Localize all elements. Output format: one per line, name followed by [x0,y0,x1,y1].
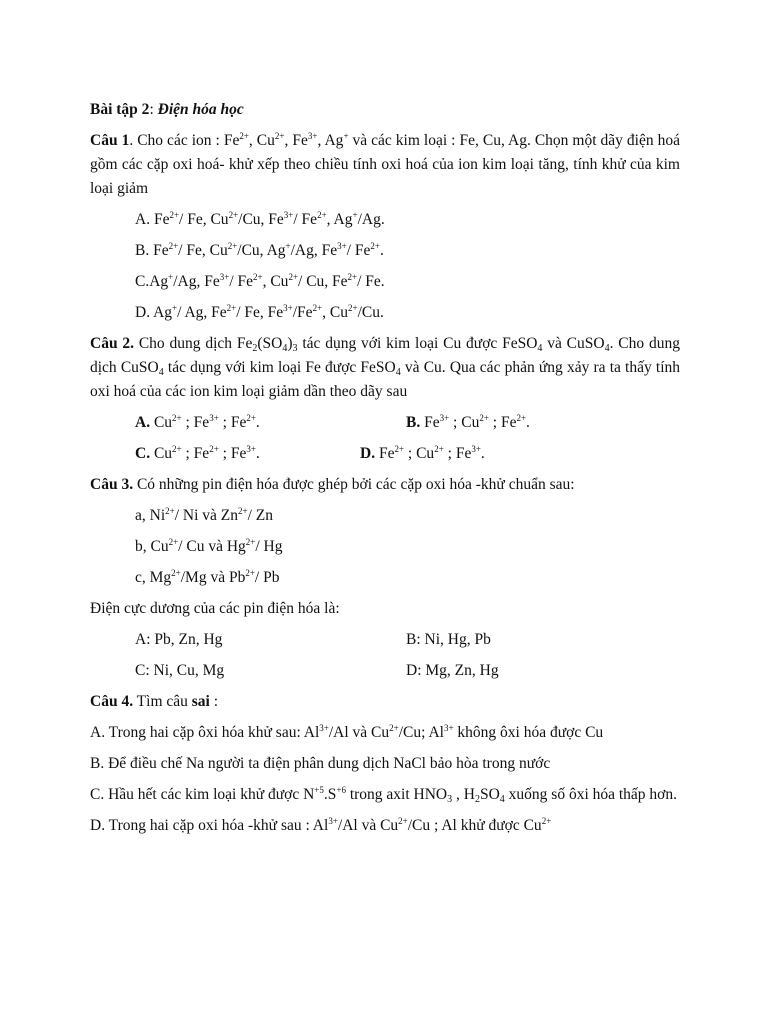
text-segment: 2+ [398,816,408,826]
text-segment: 2+ [172,413,182,423]
question-4-label: Câu 4. [90,693,134,710]
question-1-option-b [90,239,680,262]
text-segment: 2+ [238,506,248,516]
text-segment: 4 [604,343,610,354]
text-segment: 3+ [246,444,256,454]
text-segment: / Fe [293,211,318,228]
text-segment: 2+ [246,413,256,423]
text-segment: 3 [292,343,298,354]
text-segment: 2+ [541,816,552,826]
text-segment: Fe [420,414,440,431]
text-segment: B. Để điều chế Na người ta điện phân dung dịch NaCl bảo hòa trong nước [90,755,551,772]
text-segment: 3 [447,794,453,805]
question-3 [90,473,680,496]
text-segment: tác dụng với kim loại Fe được FeSO [163,359,396,376]
text-segment: b, Cu [135,538,169,555]
text-segment: /Ag, Fe [173,273,220,290]
text-segment: Cu [150,445,173,462]
text-segment: / Cu, Fe [298,273,348,290]
text-segment: / Fe, Fe [236,304,284,321]
text-segment: 2+ [389,723,399,733]
text-segment: , Cu [262,273,289,290]
text-segment: : [209,693,219,710]
text-segment: Fe [375,445,395,462]
text-segment: / Fe. [357,273,385,290]
text-segment: ; Fe [181,414,210,431]
text-segment: trong axit HNO [345,786,448,803]
text-segment: 2+ [516,413,527,423]
text-segment: 2+ [169,210,180,220]
text-segment: /Al và Cu [337,817,399,834]
text-segment: ; Fe [443,445,472,462]
question-1 [90,129,680,201]
text-segment: và các kim loại : Fe, Cu, Ag. Chọn một dãy điện hoá gồm các cặp oxi hoá- khử xếp theo chiều tính oxi hoá của ion kim loại tăng, tính khử của kim loại giảm [90,132,681,197]
question-3-pair-b [90,535,680,558]
text-segment: 3+ [219,272,230,282]
text-segment: 3+ [443,723,454,733]
text-segment: 3+ [319,723,329,733]
text-segment: A. [135,414,151,431]
text-segment: /Cu ; Al khử được Cu [407,817,542,834]
text-segment: ; Fe [181,445,210,462]
text-segment: /Cu, Fe [238,211,284,228]
text-segment: . Cho các ion : Fe [129,132,240,149]
text-segment: 3+ [209,413,219,423]
question-3-option-d: D: Mg, Zn, Hg [406,662,499,679]
question-3-label: Câu 3. [90,476,134,493]
question-4-prompt [133,693,218,710]
question-4 [90,690,680,713]
text-segment: 2+ [168,537,179,547]
text-segment: ; Fe [488,414,517,431]
text-segment: . [379,242,384,259]
text-segment: / Fe [229,273,254,290]
text-segment: / Zn [247,507,273,524]
text-segment: ; Fe [218,414,247,431]
text-segment: 3+ [471,444,481,454]
question-2 [90,332,680,404]
text-segment: /Ag, Fe [290,242,338,259]
text-segment: A. Fe [135,211,170,228]
text-segment: 2+ [168,241,179,251]
text-segment: ) [287,335,293,352]
text-segment: sai [191,693,210,710]
question-4-option-c [90,783,680,807]
text-segment: không ôxi hóa được Cu [453,724,604,741]
text-segment: C. [135,445,151,462]
text-segment: . [255,445,260,462]
text-segment: ; Fe [218,445,247,462]
question-3-question: Điện cực dương của các pin điện hóa là: [90,600,340,617]
text-segment: 4 [158,367,164,378]
text-segment: /Fe [292,304,313,321]
text-segment: , H [452,786,475,803]
question-3-options-row-2 [90,659,680,682]
text-segment: 3+ [283,303,293,313]
text-segment: /Al và Cu [328,724,390,741]
text-segment: /Cu; Al [398,724,444,741]
text-segment: 2+ [165,506,175,516]
text-segment: 2+ [209,444,219,454]
text-segment: , Ag [326,211,353,228]
text-segment: tác dụng với kim loại Cu được FeSO [297,335,538,352]
text-segment: D. Trong hai cặp oxi hóa -khử sau : Al [90,817,329,834]
question-1-option-a [90,208,680,231]
text-segment: / Ni và Zn [174,507,238,524]
question-2-text [90,335,680,400]
text-segment: /Cu, Ag [237,242,286,259]
text-segment: 2+ [434,444,444,454]
question-3-option-b: B: Ni, Hg, Pb [406,631,491,648]
text-segment: , Cu [248,132,275,149]
text-segment: 2+ [288,272,299,282]
text-segment: 2+ [317,210,327,220]
worksheet-page [90,98,680,845]
question-3-options-row-1 [90,628,680,651]
text-segment: 2+ [312,303,323,313]
text-segment: và CuSO [542,335,605,352]
question-1-option-c [90,270,680,293]
text-segment: C. Hầu hết các kim loại khử được N [90,786,315,803]
text-segment: 2+ [245,537,256,547]
text-segment: / Fe [346,242,371,259]
text-segment: + [168,272,174,282]
text-segment: Tìm câu [133,693,192,710]
text-segment: 2+ [347,272,358,282]
text-segment: A. Trong hai cặp ôxi hóa khử sau: Al [90,724,320,741]
question-3-pair-a [90,504,680,527]
text-segment: / Ag, Fe [177,304,227,321]
text-segment: + [285,241,291,251]
text-segment: /Mg và Pb [180,569,246,586]
question-1-text [90,132,680,197]
text-segment: /Ag. [357,211,385,228]
text-segment: / Hg [255,538,283,555]
question-3-text [133,476,574,493]
text-segment: 2+ [171,568,181,578]
text-segment: 2+ [228,210,239,220]
exercise-title [90,98,680,121]
text-segment: C.Ag [135,273,169,290]
text-segment: 2 [474,794,480,805]
question-1-label: Câu 1 [90,132,130,149]
question-2-option-b [406,411,530,434]
text-segment: ; Cu [404,445,435,462]
text-segment: a, Ni [135,507,166,524]
question-3-pair-c [90,566,680,589]
text-segment: B. [406,414,421,431]
text-segment: + [352,210,358,220]
text-segment: 2+ [394,444,405,454]
question-4-option-d [90,814,680,838]
question-3-option-a: A: Pb, Zn, Hg [135,631,223,648]
text-segment: 4 [282,343,288,354]
text-segment: 3+ [307,131,318,141]
text-segment: .S [323,786,337,803]
text-segment: + [172,303,178,313]
question-2-options-row-2 [90,442,680,465]
question-2-label: Câu 2. [90,335,135,352]
text-segment: 2+ [347,303,358,313]
title-separator: : [149,101,158,118]
exercise-topic: Điện hóa học [157,101,244,118]
text-segment: / Fe, Cu [178,242,228,259]
text-segment: 2+ [227,241,238,251]
text-segment: Cu [150,414,173,431]
text-segment: / Cu và Hg [178,538,246,555]
text-segment: c, Mg [135,569,172,586]
text-segment: /Cu. [357,304,384,321]
text-segment: +5 [314,785,324,795]
text-segment: SO [479,786,500,803]
question-3-option-c: C: Ni, Cu, Mg [135,662,225,679]
text-segment: . [480,445,485,462]
text-segment: xuống số ôxi hóa thấp hơn. [504,786,678,803]
question-2-option-a [135,414,260,431]
text-segment: 2+ [245,568,255,578]
question-1-option-d [90,301,680,324]
text-segment: 2+ [239,131,249,141]
text-segment: 2+ [274,131,285,141]
text-segment: 3+ [337,241,347,251]
question-2-options-row-1 [90,411,680,434]
text-segment: 3+ [439,413,450,423]
question-4-option-a [90,721,680,745]
text-segment: . [255,414,260,431]
question-2-option-d [360,442,485,465]
text-segment: 2+ [172,444,182,454]
text-segment: Cho dung dịch Fe [134,335,253,352]
text-segment: 2+ [479,413,489,423]
text-segment: . [526,414,530,431]
text-segment: 4 [537,343,543,354]
text-segment: , Ag [317,132,344,149]
text-segment: 3+ [328,816,338,826]
question-2-option-c [135,445,260,462]
text-segment: , Cu [322,304,348,321]
text-segment: 3+ [283,210,294,220]
text-segment: B. Fe [135,242,169,259]
text-segment: , Fe [284,132,308,149]
text-segment: . Cho dung dịch CuSO [90,335,680,376]
text-segment: (SO [257,335,283,352]
text-segment: ; Cu [449,414,480,431]
text-segment: 2 [252,343,258,354]
text-segment: 2+ [370,241,380,251]
text-segment: +6 [336,785,346,795]
text-segment: / Fe, Cu [179,211,229,228]
text-segment: 2+ [226,303,237,313]
text-segment: / Pb [254,569,280,586]
text-segment: 2+ [253,272,263,282]
text-segment: D. Ag [135,304,173,321]
text-segment: D. [360,445,376,462]
text-segment: + [343,131,349,141]
exercise-label: Bài tập 2 [90,101,150,118]
text-segment: Có những pin điện hóa được ghép bởi các cặp oxi hóa -khử chuẩn sau: [133,476,575,493]
text-segment: 4 [395,367,401,378]
text-segment: 4 [499,794,505,805]
question-4-option-b [90,752,680,776]
text-segment: và Cu. Qua các phản ứng xảy ra ta thấy tính oxi hoá của các ion kim loại giảm dần theo dãy sau [90,359,680,400]
